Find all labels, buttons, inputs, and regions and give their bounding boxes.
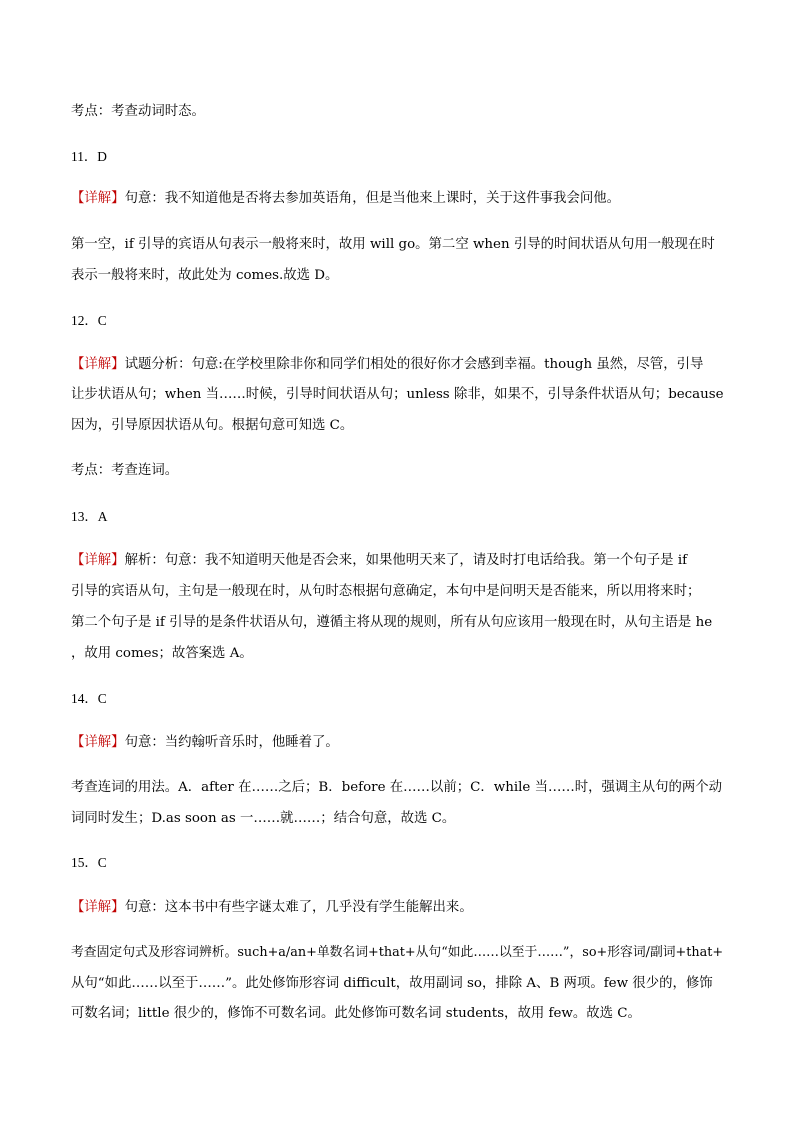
q12-kaodian: 考点：考查连词。 <box>71 463 179 478</box>
q12-line2: 让步状语从句；when 当……时候，引导时间状语从句；unless 除非，如果不，引导条件状语从句；because <box>71 387 724 402</box>
q15-meaning-line <box>71 898 727 918</box>
q13-line1 <box>71 551 727 571</box>
q14-meaning-line <box>71 733 727 753</box>
q13-line1-text: 解析：句意：我不知道明天他是否会来，如果他明天来了，请及时打电话给我。第一个句子是 if <box>124 553 688 568</box>
detail-tag: 【详解】 <box>71 191 125 206</box>
q13-line2: 引导的宾语从句，主句是一般现在时，从句时态根据句意确定，本句中是问明天是否能来，所以用将来时； <box>71 584 701 599</box>
detail-tag: 【详解】 <box>71 357 125 372</box>
q13-number: 13．A <box>71 509 108 524</box>
q14-number: 14．C <box>71 691 107 706</box>
q11-meaning-line <box>71 189 727 209</box>
q15-meaning: 句意：这本书中有些字谜太难了，几乎没有学生能解出来。 <box>124 900 473 915</box>
detail-tag: 【详解】 <box>71 900 125 915</box>
q11-meaning: 句意：我不知道他是否将去参加英语角，但是当他来上课时，关于这件事我会问他。 <box>124 191 621 206</box>
q12-line1-text: 试题分析：句意:在学校里除非你和同学们相处的很好你才会感到幸福。though 虽然，尽管，引导 <box>124 357 704 372</box>
q15-line2: 从句“如此……以至于……”。此处修饰形容词 difficult，故用副词 so，排除 A、B 两项。few 很少的，修饰 <box>71 976 713 991</box>
detail-tag: 【详解】 <box>71 735 125 750</box>
q15-number: 15．C <box>71 855 107 870</box>
q12-line3: 因为，引导原因状语从句。根据句意可知选 C。 <box>71 418 354 433</box>
q11-explain-line1: 第一空，if 引导的宾语从句表示一般将来时，故用 will go。第二空 when 引导的时间状语从句用一般现在时 <box>71 237 715 252</box>
q14-line2: 词同时发生；D.as soon as 一……就……；结合句意，故选 C。 <box>71 811 456 826</box>
q11-explain-line2: 表示一般将来时，故此处为 comes.故选 D。 <box>71 268 339 283</box>
q13-line3: 第二个句子是 if 引导的是条件状语从句，遵循主将从现的规则，所有从句应该用一般现在时，从句主语是 he <box>71 615 713 630</box>
q11-number: 11．D <box>71 149 107 164</box>
q14-line1: 考查连词的用法。A．after 在……之后；B．before 在……以前；C．while 当……时，强调主从句的两个动 <box>71 780 723 795</box>
q15-line3: 可数名词；little 很少的，修饰不可数名词。此处修饰可数名词 students，故用 few。故选 C。 <box>71 1006 641 1021</box>
q14-meaning: 句意：当约翰听音乐时，他睡着了。 <box>124 735 339 750</box>
q13-line4: ，故用 comes；故答案选 A。 <box>71 646 253 661</box>
detail-tag: 【详解】 <box>71 553 125 568</box>
q12-line1 <box>71 355 727 375</box>
q10-kaodian: 考点：考查动词时态。 <box>71 104 205 119</box>
q12-number: 12．C <box>71 313 107 328</box>
q15-line1: 考查固定句式及形容词辨析。such+a/an+单数名词+that+从句“如此……以至于……”，so+形容词/副词+that+ <box>71 945 724 960</box>
